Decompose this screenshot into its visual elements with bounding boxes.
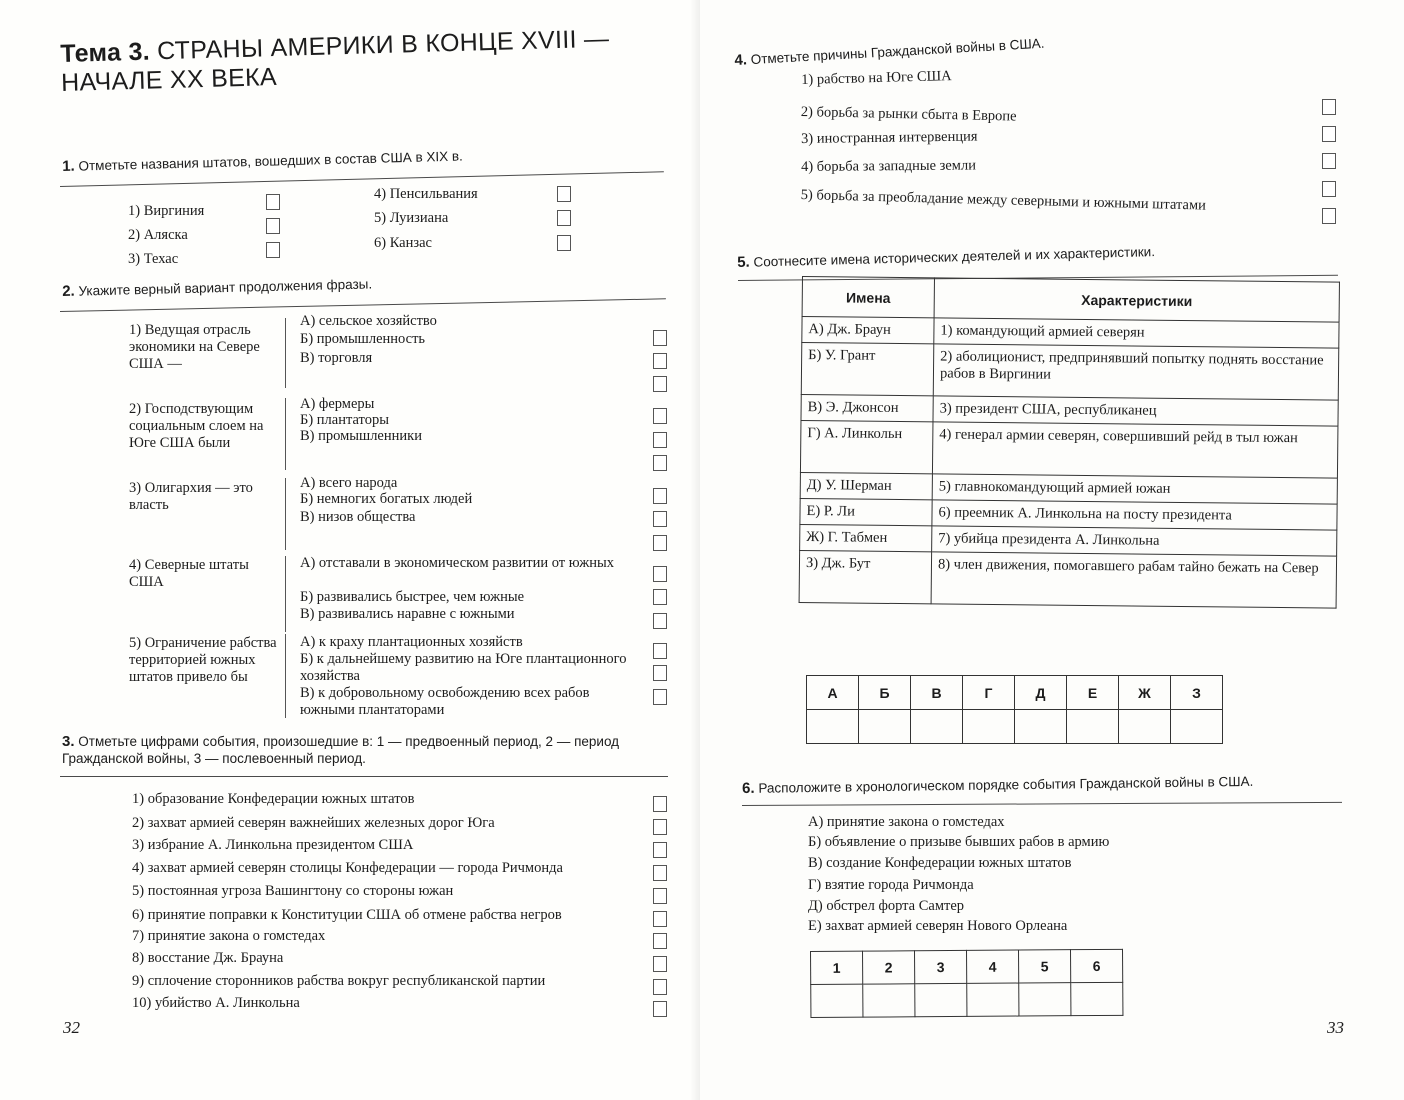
q2-divider [285,634,286,718]
table-row [799,550,1337,608]
q3-item: 3) избрание А. Линкольна президентом США [132,837,414,853]
q6-item: Д) обстрел форта Самтер [808,898,965,914]
q3-checkbox[interactable] [653,911,667,927]
answer-cell[interactable] [915,983,967,1016]
left-page [0,0,700,1100]
q1-heading [62,148,463,175]
table-row [800,420,1338,478]
q2-divider [285,556,286,632]
q6-rule [742,802,1342,806]
q1-rule [60,171,664,187]
header-characteristics: Характеристики [934,278,1339,322]
q1-checkbox[interactable] [266,194,280,210]
answer-number: 2 [863,951,915,984]
q4-item: 3) иностранная интервенция [801,128,978,147]
q4-checkbox[interactable] [1322,99,1336,115]
answer-cell[interactable] [1015,710,1067,744]
q2-checkbox[interactable] [653,511,667,527]
q4-item: 5) борьба за преобладание между северными и южными штатами [800,187,1207,214]
q2-checkbox[interactable] [653,613,667,629]
q2-checkbox[interactable] [653,689,667,705]
q5-heading [737,243,1155,271]
q2-stem: 4) Северные штаты США [129,557,249,590]
desc-cell: 8) член движения, помогавшего рабам тайно бежать на Север [931,552,1337,608]
q2-text: Укажите верный вариант продолжения фразы. [78,276,373,299]
q6-answer-grid [810,949,1123,1018]
desc-cell: 7) убийца президента А. Линкольна [932,526,1337,556]
answer-cell[interactable] [1019,983,1071,1016]
answer-cell[interactable] [1119,710,1171,744]
name-cell: Д) У. Шерман [800,472,932,499]
q2-option: Б) немногих богатых людей [300,491,473,507]
q6-item: Г) взятие города Ричмонда [808,877,974,893]
header-names: Имена [802,277,934,318]
name-cell: А) Дж. Браун [802,317,934,344]
name-cell: Е) Р. Ли [800,498,932,525]
answer-letter: З [1171,676,1223,710]
q2-divider [285,398,286,470]
page-title [60,22,701,98]
answer-cell[interactable] [811,984,863,1017]
name-cell: В) Э. Джонсон [801,394,933,421]
q2-stem: 2) Господствующим социальным слоем на Юге США были [129,401,264,451]
q4-item: 4) борьба за западные земли [801,157,977,175]
q3-checkbox[interactable] [653,956,667,972]
name-cell: Б) У. Грант [801,343,934,396]
q2-option: Б) к дальнейшему развитию на Юге плантационного хозяйства [300,651,627,684]
desc-cell: 6) преемник А. Линкольна на посту президента [932,500,1337,530]
q2-option: А) всего народа [300,475,398,491]
q2-option: В) торговля [300,350,373,366]
q6-item: Б) объявление о призыве бывших рабов в армию [808,834,1110,850]
q3-item: 6) принятие поправки к Конституции США об отмене рабства негров [132,907,562,923]
answer-number: 6 [1070,949,1122,982]
q1-checkbox[interactable] [557,186,571,202]
q3-rule [60,776,668,777]
q2-option: Б) плантаторы [300,412,389,428]
q5-answer-grid [806,675,1223,744]
q3-text: Отметьте цифрами события, произошедшие в: 1 — предвоенный период, 2 — период Гражданской войны, 3 — послевоенный период. [62,734,620,766]
table-row [801,343,1339,401]
q1-number: 1. [62,157,75,175]
q3-checkbox[interactable] [653,979,667,995]
q2-option: В) низов общества [300,509,416,525]
q2-option: Б) развивались быстрее, чем южные [300,589,525,605]
q2-checkbox[interactable] [653,643,667,659]
answer-cell[interactable] [807,710,859,744]
name-cell: Ж) Г. Табмен [800,524,932,551]
q2-stem: 3) Олигархия — это власть [129,480,253,513]
q2-checkbox[interactable] [653,432,667,448]
desc-cell: 1) командующий армией северян [934,318,1339,348]
q1-option: 1) Виргиния [128,203,205,219]
q4-checkbox[interactable] [1322,208,1336,224]
q4-checkbox[interactable] [1322,126,1336,142]
answer-letter: Е [1067,676,1119,710]
q1-text: Отметьте названия штатов, вошедших в состав США в XIX в. [78,148,464,174]
q4-heading [734,35,1045,69]
q2-divider [285,318,286,388]
answer-cell[interactable] [1067,710,1119,744]
q3-item: 9) сплочение сторонников рабства вокруг республиканской партии [132,973,546,989]
q1-option: 3) Техас [128,251,179,267]
q3-item: 2) захват армией северян важнейших железных дорог Юга [132,815,495,831]
desc-cell: 5) главнокомандующий армией южан [932,474,1337,504]
right-page [700,0,1404,1100]
q1-option: 2) Аляска [128,227,188,243]
q2-checkbox[interactable] [653,488,667,504]
answer-input-row [807,710,1223,744]
q6-number: 6. [742,779,755,797]
q1-option: 4) Пенсильвания [374,186,478,202]
page-number: 33 [1327,1018,1344,1037]
q2-stem: 5) Ограничение рабства территорией южных штатов привело бы [129,635,277,685]
q2-checkbox[interactable] [653,566,667,582]
q4-checkbox[interactable] [1322,153,1336,169]
q3-item: 7) принятие закона о гомстедах [132,928,326,944]
q1-checkbox[interactable] [557,210,571,226]
q4-checkbox[interactable] [1322,181,1336,197]
title-prefix: Тема 3. [60,37,151,68]
q2-checkbox[interactable] [653,665,667,681]
q3-number: 3. [62,733,75,750]
answer-cell[interactable] [963,710,1015,744]
name-cell: З) Дж. Бут [799,550,932,603]
q2-divider [285,478,286,550]
q2-option: Б) промышленность [300,331,426,347]
q2-option: А) к краху плантационных хозяйств [300,634,523,650]
answer-letter: Д [1015,676,1067,710]
q2-number: 2. [62,282,75,300]
q2-rule [60,298,666,312]
q2-checkbox[interactable] [653,408,667,424]
answer-letter-row [807,676,1223,710]
answer-input-row [811,982,1123,1017]
q4-number: 4. [734,51,748,69]
q2-stem: 1) Ведущая отрасль экономики на Севере США — [129,322,260,372]
title-text: СТРАНЫ АМЕРИКИ В КОНЦЕ XVIII — НАЧАЛЕ XX ВЕКА [60,24,610,97]
answer-cell[interactable] [1171,710,1223,744]
answer-letter: А [807,676,859,710]
desc-cell: 4) генерал армии северян, совершивший рейд в тыл южан [932,422,1338,478]
q3-checkbox[interactable] [653,865,667,881]
q3-item: 10) убийство А. Линкольна [132,995,300,1011]
q2-option: В) к добровольному освобождению всех рабов южными плантаторами [300,685,590,718]
q5-text: Соотнесите имена исторических деятелей и их характеристики. [753,244,1156,270]
answer-number: 1 [811,951,863,984]
q4-item: 1) рабство на Юге США [801,68,952,88]
q6-item: А) принятие закона о гомстедах [808,814,1005,830]
answer-cell[interactable] [859,710,911,744]
q1-checkbox[interactable] [557,235,571,251]
answer-cell[interactable] [1071,982,1123,1015]
q6-heading [742,773,1253,797]
desc-cell: 2) аболиционист, предпринявший попытку поднять восстание рабов в Виргинии [933,344,1339,400]
q3-checkbox[interactable] [653,933,667,949]
answer-number: 5 [1018,950,1070,983]
answer-letter: В [911,676,963,710]
q5-number: 5. [737,253,750,271]
q3-item: 1) образование Конфедерации южных штатов [132,791,415,807]
q6-item: Е) захват армией северян Нового Орлеана [808,918,1068,934]
q2-checkbox[interactable] [653,353,667,369]
q3-checkbox[interactable] [653,1001,667,1017]
q1-option: 6) Канзас [374,235,432,251]
q2-option: А) фермеры [300,396,375,412]
q3-item: 5) постоянная угроза Вашингтону со стороны южан [132,883,454,899]
q3-heading [62,733,670,767]
answer-cell[interactable] [967,983,1019,1016]
q1-checkbox[interactable] [266,218,280,234]
desc-cell: 3) президент США, республиканец [933,396,1338,426]
q2-option: В) развивались наравне с южными [300,606,515,622]
q2-checkbox[interactable] [653,589,667,605]
answer-number-row [811,949,1123,984]
q2-checkbox[interactable] [653,535,667,551]
q6-text: Расположите в хронологическом порядке события Гражданской войны в США. [758,773,1254,796]
q2-option: В) промышленники [300,428,422,444]
answer-letter: Г [963,676,1015,710]
q6-item: В) создание Конфедерации южных штатов [808,855,1072,871]
q1-option: 5) Луизиана [374,210,449,226]
answer-cell[interactable] [863,984,915,1017]
answer-letter: Б [859,676,911,710]
q2-option: А) сельское хозяйство [300,313,437,329]
q2-checkbox[interactable] [653,376,667,392]
answer-cell[interactable] [911,710,963,744]
q3-item: 8) восстание Дж. Брауна [132,950,284,966]
q3-checkbox[interactable] [653,842,667,858]
q3-item: 4) захват армией северян столицы Конфедерации — города Ричмонда [132,860,563,876]
q2-checkbox[interactable] [653,455,667,471]
table-header-row [802,277,1339,323]
q3-checkbox[interactable] [653,819,667,835]
page-number: 32 [63,1018,80,1037]
answer-number: 4 [966,950,1018,983]
q4-item: 2) борьба за рынки сбыта в Европе [800,104,1017,125]
q4-text: Отметьте причины Гражданской войны в США. [750,35,1045,68]
q5-table [799,276,1340,609]
q2-checkbox[interactable] [653,330,667,346]
q3-checkbox[interactable] [653,796,667,812]
q2-heading [62,275,372,300]
q2-option: А) отставали в экономическом развитии от южных [300,555,615,571]
answer-number: 3 [915,950,967,983]
q1-checkbox[interactable] [266,242,280,258]
answer-letter: Ж [1119,676,1171,710]
name-cell: Г) А. Линкольн [800,420,933,473]
q3-checkbox[interactable] [653,888,667,904]
